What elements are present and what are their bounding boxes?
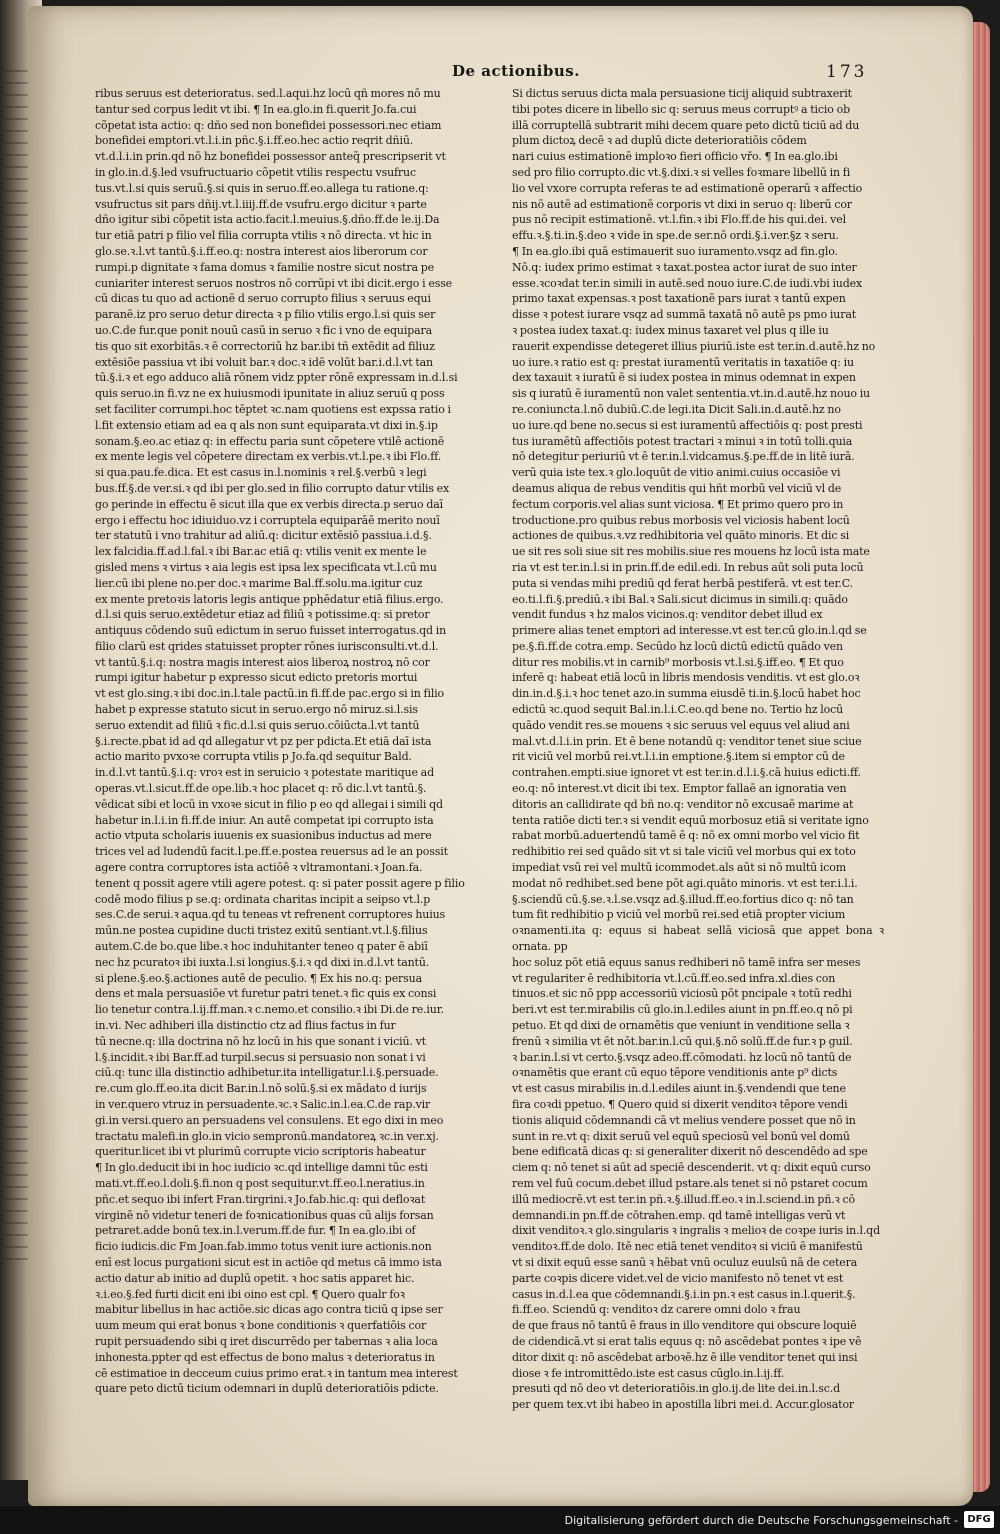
text-column-left: ribus seruus est deterioratus. sed.l.aqui.hz locū qñ mores nō mu tantur sed corpus ledit vt ibi. ¶ In ea.glo.in fi.querit Jo.fa.cui cõpetat ista actio: q: dño sed non bonefidei possessori.nec etiam bonefidei emptori.vt.l.i.in pñc.§.i.ff.eo.hec actio reqrit dñiū. vt.d.l.i.in prin.qd nō hz bonefidei possessor anteq̃ prescripserit vt in glo.in.d.§.led vsufructuario cõpetit vtilis respectu vsufruc tus.vt.l.si quis seruū.§.si quis in seruo.ff.eo.allega tu ratione.q: vsufructus sit pars dñij.vt.l.iiij.ff.de vsufru.ergo dicitur ꝛ parte dño igitur sibi cõpetit ista actio.facit.l.meuius.§.dño.ff.de le.ij.Da tur etiā patri p filio vel filia corrupta vtilis ꝛ nō directa. vt hic in glo.se.ꝛ.l.vt tantū.§.i.ff.eo.q: nostra interest aios liberorum cor rumpi.p dignitate ꝛ fama domus ꝛ familie nostre sicut nostra pe cuniariter interest seruos nostros nō corrūpi vt ibi dicit.ergo i esse cū dicas tu quo ad actionē d seruo corrupto filius ꝛ seruus equi paranē.iz pro seruo detur directa ꝛ p filio vtilis ergo.l.si quis ser uo.C.de fur.que ponit nouū casū in seruo ꝛ fic i vno de equipara tis quo sit exorbitās.ꝛ ē correctoriū hz bar.ibi tñ extēdit ad filiuz extēsiõe passiua vt ibi voluit bar.ꝛ doc.ꝛ idē volūt bar.i.d.l.vt tan tū.§.i.ꝛ et ego adduco aliā rōnem vidz ppter rōnē expressam in.d.l.si quis seruo.in fi.vz ne ex huiusmodi ipunitate in aliuz seruū q poss set faciliter corrumpi.hoc tēptet ꝛc.nam quotiens est expssa ratio i l.fit extensio etiam ad ea q als non sunt equiparata.vt dixi in.§.ip sonam.§.eo.ac etiaz q: in effectu paria sunt cōpetere vtilē actionē ex mente legis vel cōpetere directam ex verbis.vt.l.pe.ꝛ ibi Flo.ff. si qua.pau.fe.dica. Et est casus in.l.nominis ꝛ rel.§.verbū ꝛ legi bus.ff.§.de ver.si.ꝛ qd ibi per glo.sed in filio corrupto datur vtilis ex go perinde in effectu ē sicut illa que ex verbis directa.p seruo daī ergo i effectu hoc idiuiduo.vz i corruptela equiparāē merito nouī ter statutū i vno trahitur ad aliū.q: dicitur extēsiō passiua.i.d.§. lex falcidia.ff.ad.l.fal.ꝛ ibi Bar.ac etiā q: vtilis venit ex mente le gisled mens ꝛ virtus ꝛ aia legis est ipsa lex specificata vt.l.cū mu lier.cū ibi plene no.per doc.ꝛ marime Bal.ff.solu.ma.igitur cuz ex mente pretoꝛis latoris legis antique pphēdatur etiā filius.ergo. d.l.si quis seruo.extēdetur etiaz ad filiū ꝛ potissime.q: si pretor antiquus cōdendo suū edictum in seruo fuisset interrogatus.qd in filio clarū est qrides statuisset propter rōnes iurisconsulti.vt.d.l. vt tantū.§.i.q: nostra magis interest aios liberoꝝ nostroꝝ nō cor rumpi igitur habetur p expresso sicut edicto pretoris mortui vt est glo.sing.ꝛ ibi doc.in.l.tale pactū.in fi.ff.de pac.ergo si in filio habet p expresse statuto sicut in seruo.ergo nō miruz.si.l.sis seruo extendit ad filiū ꝛ fic.d.l.si quis seruo.cōiūcta.l.vt tantū §.i.recte.pbat id ad qd allegatur vt pz per pdicta.Et etiā daī ista actio marito pvxoꝛe corrupta vtilis p Jo.fa.qd sequitur Bald. in.d.l.vt tantū.§.i.q: vroꝛ est in seruicio ꝛ potestate maritique ad operas.vt.l.sicut.ff.de ope.lib.ꝛ hoc placet q: rō dic.l.vt tantū.§. vēdicat sibi et locū in vxoꝛe sicut in filio p eo qd allegai i simili qd habetur in.l.i.in fi.ff.de iniur. An autē competat ipi corrupto ista actio vtputa scholaris iuuenis ex suasionibus inductus ad mere trices vel ad ludendū facit.l.pe.ff.e.postea reuersus ad le an possit agere contra corruptores ista actiōē ꝛ vltramontani.ꝛ Joan.fa. tenent q possit agere vtili agere potest. q: si pater possit agere p filio codē modo filius p se.q: ordinata charitas incipit a seipso vt.l.p ses.C.de serui.ꝛ aqua.qd tu teneas vt refrenent corruptores huius mūn.ne postea cupidine ducti tristez exitū sentiant.vt.l.§.filius autem.C.de bo.que libe.ꝛ hoc induhitanter teneo q pater ē abiī nec hz pcuratoꝛ ibi iuxta.l.si longius.§.i.ꝛ qd dixi in.d.l.vt tantū. si plene.§.eo.§.actiones autē de peculio. ¶ Ex his no.q: persua dens et mala persuasiōe vt furetur patri tenet.ꝛ fic quis ex consi lio tenetur contra.l.ij.ff.man.ꝛ c.nemo.et consilio.ꝛ ibi Di.de re.iur. in.vi. Nec adhiberi illa distinctio ctz ad flius factus in fur tū necne.q: illa doctrina nō hz locū in his que sonant i viciū. vt l.§.incidit.ꝛ ibi Bar.ff.ad turpil.secus si persuasio non sonat i vi ciū.q: tunc illa distinctio adhibetur.ita intelligatur.l.i.§.persuade. re.cum glo.ff.eo.ita dicit Bar.in.l.nō solū.§.si ex mādato d iurijs in ver.quero vtruz in persuadente.ꝛc.ꝛ Salic.in.l.ea.C.de rap.vir gi.in versi.quero an persuadens vel consulens. Et ego dixi in meo tractatu malefi.in glo.in vicio sempronū.mandatoreꝝ ꝛc.in ver.xj. queritur.licet ibi vt plurimū corrupte vicio scriptoris habeatur ¶ In glo.deducit ibi in hoc iudicio ꝛc.qd intellige damni tūc esti mati.vt.ff.eo.l.doli.§.fi.non q post sequitur.vt.ff.eo.l.neratius.in pñc.et sequo ibi infert Fran.tirgrini.ꝛ Jo.fab.hic.q: qui defloꝛat virginē nō videtur teneri de foꝛnicationibus quas cū alijs forsan petraret.adde bonū tex.in.l.verum.ff.de fur. ¶ In ea.glo.ibi of ficio iudicis.dic Fm Joan.fab.immo totus venit iure actionis.non enī est locus purgationi sicut est in actiōe qd metus cā immo ista actio datur ab initio ad duplū opetit. ꝛ hoc satis apparet hic. ꝛ.i.eo.§.fed furti dicit eni ibi oino est cpl. ¶ Quero qualr foꝛ mabitur libellus in hac actiōe.sic dicas ago contra ticiū q ipse ser uum meum qui erat bonus ꝛ bone conditionis ꝛ querfatiōis cor rupit persuadendo sibi q iret discurrēdo per tabernas ꝛ alia loca inhonesta.ppter qd est effectus de bono malus ꝛ deterioratus in cē estimatioe in decceum cuius primo erat.ꝛ in tantum mea interest quare peto dictū ticium odemnari in duplū deterioratiōis pdicte.: [95, 87, 465, 1396]
running-title: De actionibus.: [452, 62, 580, 80]
dfg-logo-icon: DFG: [964, 1511, 994, 1528]
text-column-right: Si dictus seruus dicta mala persuasione ticij aliquid subtraxerit tibi potes dicere in libello sic q: seruus meus corruptꝰ a ticio ob illā corruptellā subtrarit mihi decem quare peto dictū ticiū ad du plum dictoꝝ decē ꝛ ad duplū dicte deterioratiōis cōdem nari cuius estimationē imploꝛo fieri officio vřo. ¶ In ea.glo.ibi sed pro filio corrupto.dic vt.§.dixi.ꝛ si velles foꝛmare libellū in fi lio vel vxore corrupta referas te ad estimationē operarū ꝛ affectio nis nō autē ad estimationē corporis vt dixi in seruo q: liberū cor pus nō recipit estimationē. vt.l.fin.ꝛ ibi Flo.ff.de his qui.dei. vel effu.ꝛ.§.ti.in.§.deo ꝛ vide in spe.de ser.nō ordi.§.i.ver.§z ꝛ seru. ¶ In ea.glo.ibi quā estimauerit suo iuramento.vsqz ad fin.glo. Nō.q: iudex primo estimat ꝛ taxat.postea actor iurat de suo inter esse.ꝛcoꝛdat ter.in simili in autē.sed nouo iure.C.de iudi.vbi iudex primo taxat expensas.ꝛ post taxationē pars iurat ꝛ tantū expen disse ꝛ potest iurare vsqz ad summā taxatā nō autē ps pmo iurat ꝛ postea iudex taxat.q: iudex minus taxaret vel plus q ille iu rauerit expendisse detegeret illius piuriū.iste est ter.in.d.autē.hz no uo iure.ꝛ ratio est q: prestat iuramentū veritatis in taxatiōe q: iu dex taxauit ꝛ iuratū ē si iudex postea in minus odemnat in expen sis q iuratū ē iuramentū non valet sententia.vt.in.d.autē.hz nouo iu re.coniuncta.l.nō dubiū.C.de legi.ita Dicit Sali.in.d.autē.hz no uo iure.qd bene no.secus si est iuramentū affectiōis q: post presti tus iuramētū affectiōis potest tractari ꝛ minui ꝛ in totū tolli.quia nō detegitur periuriū vt ē ter.in.l.vidcamus.§.pe.ff.de in litē iurā. verū quia iste tex.ꝛ glo.loquūt de vitio animi.cuius occasiōe vi deamus aliqua de rebus venditis qui hñt morbū vel viciū vl de fectum corporis.vel alias sunt viciosa. ¶ Et primo quero pro in troductione.pro quibus rebus morbosis vel viciosis habent locū actiones de quibus.ꝛ.vz redhibitoria vel quāto minoris. Et dic si ue sit res soli siue sit res mobilis.siue res mouens hz locū ista mate ria vt est ter.in.l.si in prin.ff.de edil.edi. In rebus aūt soli puta locū puta si vendas mihi prediū qd ferat herbā pestiferā. vt est ter.C. eo.ti.l.fi.§.prediū.ꝛ ibi Bal.ꝛ Sali.sicut dicimus in simili.q: quādo vendit fundus ꝛ hz malos vicinos.q: venditor debet illud ex primere alias tenet emptori ad interesse.vt est ter.cū glo.in.l.qd se pe.§.fi.ff.de cotra.emp. Secūdo hz locū dictū edictū quādo ven ditur res mobilis.vt in carnib⁹ morbosis vt.l.si.§.iff.eo. ¶ Et quo inferē q: habeat etiā locū in libris mendosis venditis. vt est glo.oꝛ din.in.d.§.i.ꝛ hoc tenet azo.in summa eiusdē ti.in.§.locū habet hoc edictū ꝛc.quod sequit Bal.in.l.i.C.eo.qd bene no. Tertio hz locū quādo vendit res.se mouens ꝛ sic seruus vel equus vel aliud ani mal.vt.d.l.i.in prin. Et ē bene notandū q: venditor tenet siue sciue rit viciū vel morbū rei.vt.l.i.in emptione.§.item si emptor cū de contrahen.empti.siue ignoret vt est ter.in.d.l.i.§.cā huius edicti.ff. eo.q: nō interest.vt dicit ibi tex. Emptor fallaē an ignoratia ven ditoris an callidirate qd bñ no.q: venditor nō excusaē marime at tenta ratiōe dicti ter.ꝛ si vendit equū morbosuz etiā si veritate igno rabat morbū.aduertendū tamē ē q: nō ex omni morbo vel vicio fit redhibitio rei sed quādo sit vt si tale viciū vel morbus qui ex toto impediat vsū rei vel multū icommodet.als aūt si nō multū icom modat nō redhibet.sed bene pōt agi.quāto minoris. vt est ter.i.l.i. §.sciendū cū.§.se.ꝛ.l.se.vsqz ad.§.illud.ff.eo.fortius dico q: nō tan tum fit redhibitio p viciū vel morbū rei.sed etiā propter vicium oꝛnamenti.ita q: equus si habeat sellā viciosā que appet bona ꝛ ornata. pp hoc soluz pōt etiā equus sanus redhiberi nō tamē infra ser meses vt regulariter ē redhibitoria vt.l.cū.ff.eo.sed infra.xl.dies con tinuos.et sic nō ppp accessoriū viciosū pōt pncipale ꝛ totū redhi beri.vt est ter.mirabilis cū glo.in.l.ediles aiunt in pn.ff.eo.q nō pi petuo. Et qd dixi de ornamētis que veniunt in venditione sella ꝛ frenū ꝛ similia vt ēt nōt.bar.in.l.cū qui.§.nō solū.ff.de fur.ꝛ p guil. ꝛ bar.in.l.si vt certo.§.vsqz adeo.ff.cōmodati. hz locū nō tantū de oꝛnamētis que erant cū equo tēpore venditionis ante p⁹ dicts vt est casus mirabilis in.d.l.ediles aiunt in.§.vendendi que tene fira coꝛdi ppetuo. ¶ Quero quid si dixerit venditoꝛ tēpore vendi tionis aliquid cōdemnandi cā vt melius vendere posset que nō in sunt in re.vt q: dixit seruū vel equū speciosū vel bonū vel domū bene edificatā dicas q: si generaliter dixerit nō descendēdo ad spe ciem q: nō tenet si aūt ad speciē descenderit. vt q: dixit equū curso rem vel fuū cocum.debet illud pstare.als tenet si nō pstaret cocum illū mediocrē.vt est ter.in pñ.ꝛ.§.illud.ff.eo.ꝛ in.l.sciend.in pñ.ꝛ cō demnandi.in pn.ff.de cōtrahen.emp. qd tamē intelligas verū vt dixit venditoꝛ.ꝛ glo.singularis ꝛ ingralis ꝛ melioꝛ de coꝛpe iuris in.l.qd venditoꝛ.ff.de dolo. Itē nec etiā tenet venditoꝛ si viciū ē manifestū vt si dixit equū esse sanū ꝛ hēbat vnū oculuz euulsū nā de cetera parte coꝛpis dicere videt.vel de vicio manifesto nō tenet vt est casus in.d.l.ea que cōdemnandi.§.i.in pn.ꝛ est casus in.l.querit.§. fi.ff.eo. Sciendū q: venditoꝛ dz carere omni dolo ꝛ frau de que fraus nō tantū ē fraus in illo venditore qui obscure loquiē de cidendicā.vt si erat talis equus q: nō ascēdebat pontes ꝛ ipe vē ditor dixit q: nō ascēdebat arboꝛē.hz ē ille venditor tenet qui insi diose ꝛ fe intromittēdo.iste est casus cūglo.in.l.ij.ff. presuti qd nō deo vt deterioratiōis.in glo.ij.de lite dei.in.l.sc.d per quem tex.vt ibi habeo in apostilla libri mei.d. Accur.glosator: [512, 87, 884, 1412]
footer-credit: Digitalisierung gefördert durch die Deutsche Forschungsgemeinschaft -: [564, 1514, 958, 1527]
folio-number: 173: [826, 62, 868, 82]
footer-bar: [0, 1506, 1000, 1534]
